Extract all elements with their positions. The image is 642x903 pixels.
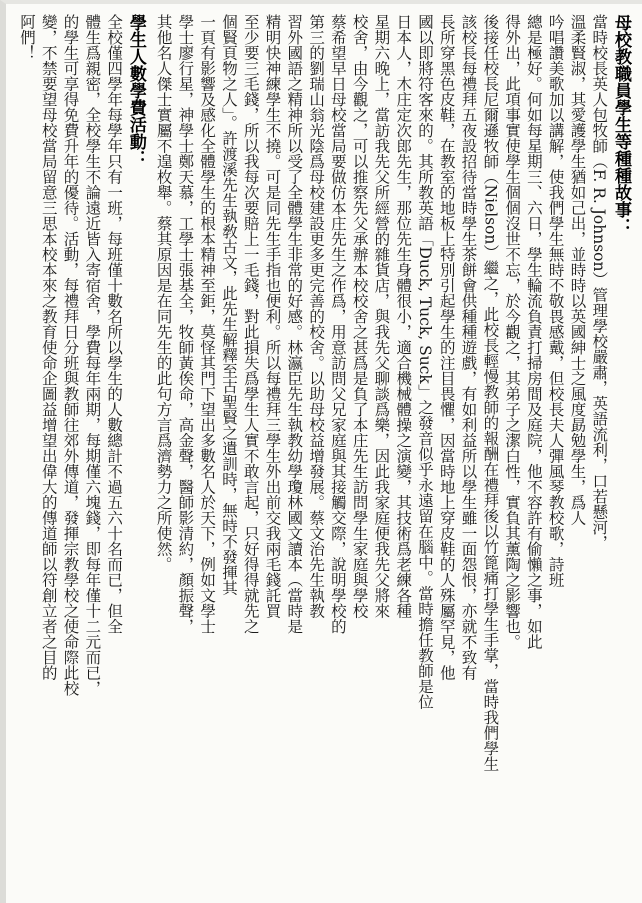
vertical-text-columns bbox=[16, 14, 632, 891]
section-heading-staff-stories: 母校教職員學生等種種故事： bbox=[611, 14, 631, 235]
text-column: 精明快神練學生不撓。可是同先生手指也便利。所以每禮拜三學生外出前交我兩毛錢託買 bbox=[263, 14, 282, 619]
text-column: 得外出，此項事實使學生個個沒世不忘，於今觀之，其弟子之潔白性，實負其薰陶之影響也。 bbox=[503, 14, 522, 650]
text-column: 溫柔賢淑，其愛護學生猶如己出，並時時以英國紳士之風度勗勉學生，爲人 bbox=[568, 14, 587, 526]
text-column: 變，不禁要望母校當局留意三思本校本來之教育使命企圖益增望出偉大的傳道師以符創立者之目的 bbox=[39, 14, 58, 681]
section-heading-students-fees: 學生人數學費活動： bbox=[125, 14, 146, 167]
text-column: 個賢頁物之人」。許渡溪先生執敎古文，此先生解釋至古聖賢之遺訓時，無時不發揮其 bbox=[219, 14, 238, 596]
text-column: 其他名人傑士實屬不遑枚舉。蔡其原因是在同先生的此句方言爲濟勢力之所使然。 bbox=[154, 14, 173, 572]
text-column: 學士廖行星，神學士鄭天慕，工學士張基全，牧師黃俟命，高金聲，醫師影清約，顏振聲， bbox=[176, 14, 195, 634]
text-column: 一頁有影響及感化全體學生的根本精神至鉅，莫怪其門下望出多數名人於天下，例如文學士 bbox=[198, 14, 217, 634]
text-column: 蔡希望早日母校當局要做仿本庄先生之作爲，用意訪問父兄家庭與其接觸交際，說明學校的 bbox=[328, 14, 347, 634]
text-column: 星期六晚上，當訪我先父所經營的雜貨店，與我先父聊談爲樂，因此我家庭便我先父將來 bbox=[372, 14, 391, 619]
text-column: 國以即將符客來的。其所教英語「Duck, Tuck, Suck」之發音似乎永遠留在腦中。當時擔任教師是位 bbox=[415, 14, 434, 710]
text-column: 的學生可享得免費升年的優待。活動，每禮拜日分班與教師往郊外傳道，發揮宗教學校之使命際此校 bbox=[61, 14, 80, 696]
text-column: 習外國語之精神所以受了全體學生非常的好感。林瀛臣先生執教幼學瓊林國文讀本（當時是 bbox=[285, 14, 304, 634]
text-column: 體生爲親密，全校學生不論遠近皆入寄宿舍，學費每年兩期，每期僅六塊錢，即每年僅十二元而已， bbox=[83, 14, 102, 696]
text-column: 校舍，由今觀之，可以推察先父承辦本校校舍之甚爲是負了本庄先生訪問學生家庭與學校 bbox=[350, 14, 369, 619]
text-column: 至少要三毛錢，所以我每次要賠上一毛錢，對此損失爲學生人實不敢言起，只好得得就先之 bbox=[241, 14, 260, 634]
text-column: 該校長每禮拜五夜設招待當時學生茶餅會供種種遊戲，有如利益所以學生雖一面怨恨，亦就不致有 bbox=[459, 14, 478, 681]
text-column: 總是極好。何如每星期三、六日，學生輪流負責打掃房間及庭院，他不容許有偷懶之事，如此 bbox=[524, 14, 543, 650]
text-column: 第三的劉瑞山翁光陰爲母校建設更多更完善的校舍。以助母校益增發展。蔡文治先生執教 bbox=[307, 14, 326, 619]
text-column: 阿們！ bbox=[17, 14, 36, 61]
text-column: 吟唱讚美歌加以講解，使我們學生無時不敬畏感戴，但校長夫人彈風琴教校歌，詩班 bbox=[546, 14, 565, 588]
text-column: 全校僅四學年每學年只有一班，每班僅十數名所以學生的人數總計不過五六十名而已，但全 bbox=[105, 14, 124, 634]
text-column: 後接任校長尼爾遜牧師（Nielson）繼之，此校長輕慢教師的報酬在禮拜後以竹篦痛打學生手掌，當時我們學生 bbox=[481, 14, 500, 772]
text-column: 日本人，木庄定次郎先生，那位先生身體很小，適合機械體操之演變，其技術爲老練各種 bbox=[394, 14, 413, 619]
text-column: 當時校長英人包牧師（F. R. Johnson）管理學校嚴肅，英語流利，口若懸河， bbox=[590, 14, 609, 551]
text-column: 長所穿黑色皮鞋，在教室的地板上特別引起學生的注目畏懼，因當時地上穿皮鞋的人殊屬罕見，他 bbox=[437, 14, 456, 681]
